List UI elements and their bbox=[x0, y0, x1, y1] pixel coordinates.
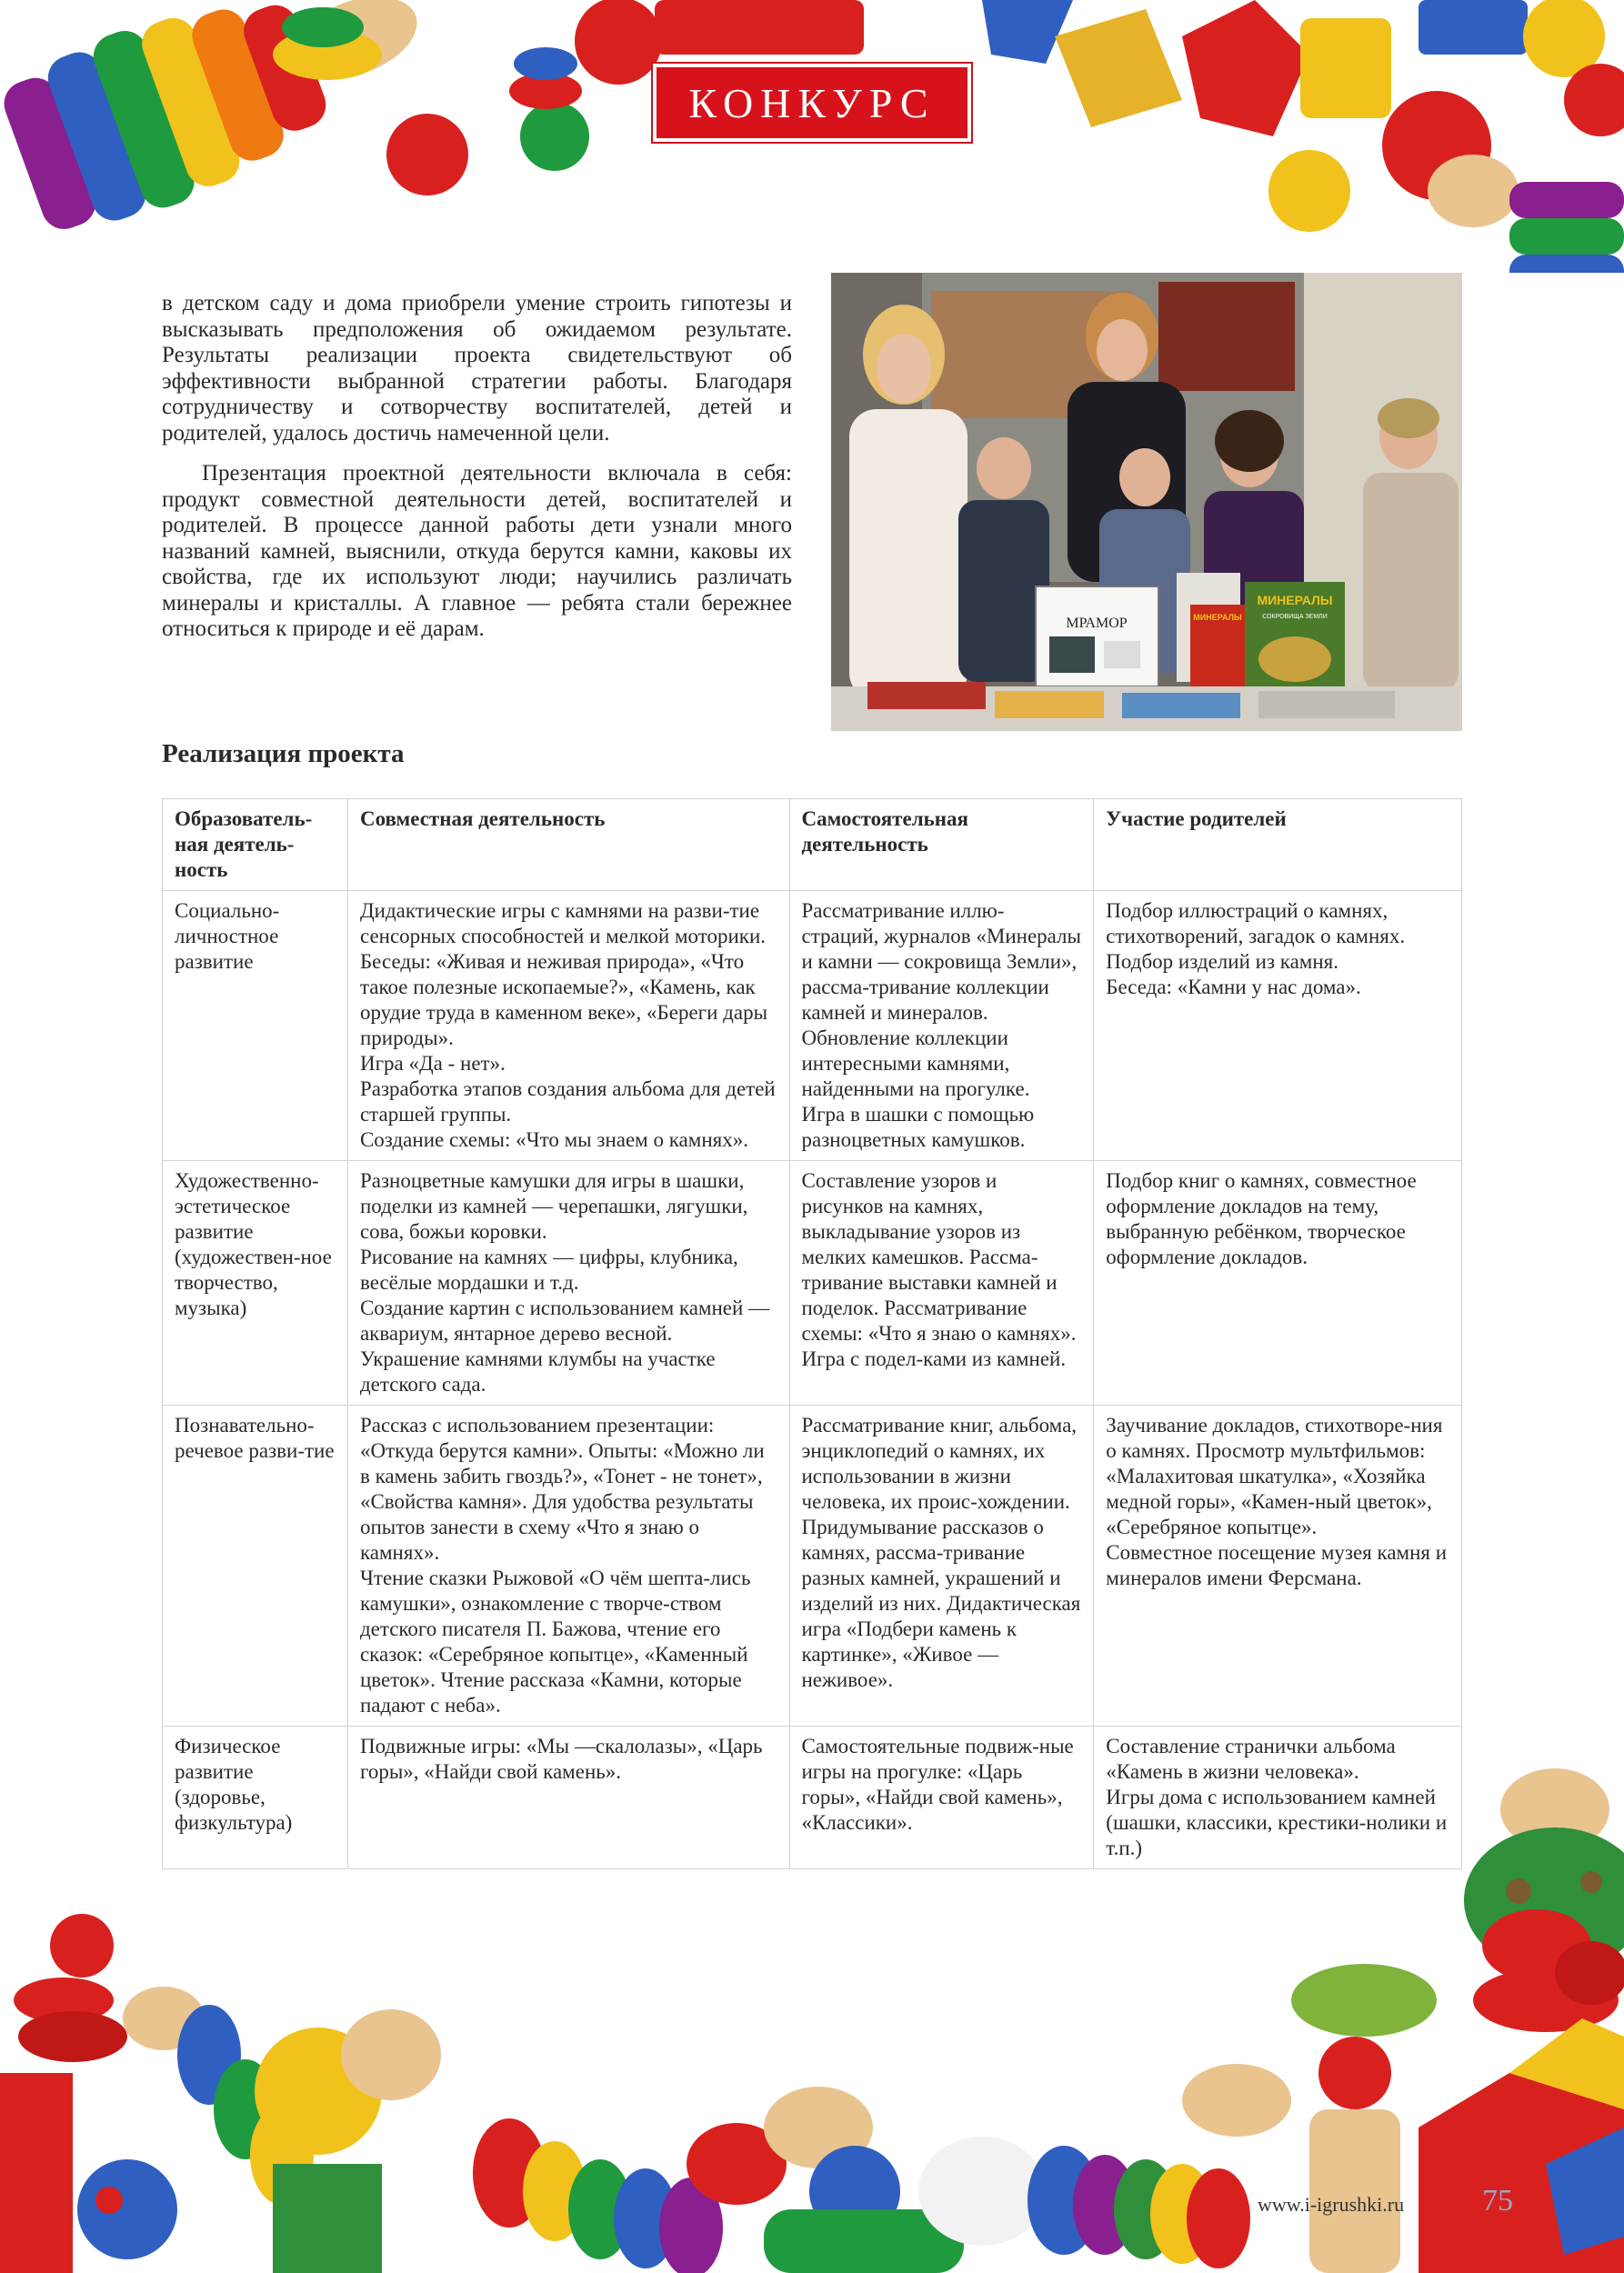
project-presentation-photo bbox=[831, 273, 1462, 731]
area-cell: Познавательно-речевое разви-тие bbox=[163, 1406, 348, 1727]
independent-activity-cell bbox=[789, 891, 1094, 1161]
independent-activity-cell bbox=[789, 1406, 1094, 1727]
section-label: КОНКУРС bbox=[657, 67, 967, 138]
book-title: МИНЕРАЛЫ bbox=[1193, 613, 1242, 622]
book-title: МИНЕРАЛЫ bbox=[1257, 593, 1333, 607]
intro-paragraph: Презентация проектной деятельности включала в себя: продукт совместной деятельности детей, воспитателей и родителей. В процессе данной работы дети узнали много названий камней, выяснили, откуда берутся камни, каковы их свойства, где их используют люди; научились различать минералы и кристаллы. А главное — ребята стали бережнее относиться к природе и её дарам. bbox=[162, 461, 792, 641]
table-row bbox=[163, 1727, 1462, 1869]
cell-text: Разработка этапов создания альбома для детей старшей группы. bbox=[359, 1077, 776, 1126]
table-row bbox=[163, 891, 1462, 1161]
parent-participation-cell bbox=[1094, 1161, 1462, 1406]
cell-text: Рассказ с использованием презентации: «Откуда берутся камни». Опыты: «Можно ли в камень забить гвоздь?», «Тонет - не тонет», «Свойства камня». Для удобства результаты опытов занести в схему «Что я знаю о камнях». bbox=[359, 1414, 765, 1564]
cell-text: Совместное посещение музея камня и минералов имени Ферсмана. bbox=[1106, 1541, 1448, 1589]
cell-text: Разноцветные камушки для игры в шашки, поделки из камней — черепашки, лягушки, сова, божьи коровки. bbox=[359, 1169, 748, 1243]
project-implementation-table bbox=[162, 798, 1462, 1869]
cell-text: Подбор иллюстраций о камнях, стихотворений, загадок о камнях. bbox=[1106, 899, 1406, 947]
parent-participation-cell bbox=[1094, 1406, 1462, 1727]
cell-text: Подбор изделий из камня. bbox=[1106, 950, 1339, 973]
book-subtitle: СОКРОВИЩА ЗЕМЛИ bbox=[1262, 614, 1328, 620]
cell-text: Создание картин с использованием камней — аквариум, янтарное дерево весной. Украшение камнями клумбы на участке детского сада. bbox=[359, 1297, 770, 1396]
independent-activity-cell bbox=[789, 1727, 1094, 1869]
cell-text: Создание схемы: «Что мы знаем о камнях». bbox=[359, 1128, 748, 1151]
header-cell-educational-area: Образователь-ная деятель-ность bbox=[163, 799, 348, 891]
table-header-row bbox=[163, 799, 1462, 891]
cell-text: Чтение сказки Рыжовой «О чём шепта-лись камушки», ознакомление с творче-ством детского писателя П. Бажова, чтение его сказок: «Серебряное копытце», «Каменный цветок». Чтение рассказа «Камни, которые падают с неба». bbox=[359, 1567, 751, 1717]
joint-activity-cell bbox=[347, 1727, 789, 1869]
section-title: Реализация проекта bbox=[162, 739, 405, 768]
cell-text: Игра «Да - нет». bbox=[359, 1052, 506, 1075]
section-label-badge bbox=[651, 62, 973, 144]
joint-activity-cell bbox=[347, 1406, 789, 1727]
independent-activity-cell bbox=[789, 1161, 1094, 1406]
page-number: 75 bbox=[1482, 2184, 1513, 2218]
cell-text: Заучивание докладов, стихотворе-ния о камнях. Просмотр мультфильмов: bbox=[1106, 1414, 1443, 1462]
joint-activity-cell bbox=[347, 1161, 789, 1406]
cell-text: Беседа: «Камни у нас дома». bbox=[1106, 976, 1361, 998]
table-row bbox=[163, 1161, 1462, 1406]
table-row bbox=[163, 1406, 1462, 1727]
header-cell-parent-participation: Участие родителей bbox=[1094, 799, 1462, 891]
parent-participation-cell bbox=[1094, 891, 1462, 1161]
area-cell: Физическое развитие (здоровье, физкультура) bbox=[163, 1727, 348, 1869]
cell-text: Подбор книг о камнях, совместное оформление докладов на тему, выбранную ребёнком, творческое оформление докладов. bbox=[1106, 1169, 1417, 1268]
header-cell-joint-activity: Совместная деятельность bbox=[347, 799, 789, 891]
joint-activity-cell bbox=[347, 891, 789, 1161]
cell-text: Рассматривание книг, альбома, энциклопедий о камнях, их использовании в жизни человека, их проис-хождении. Придумывание рассказов о камнях, рассма-тривание разных камней, украшений и изделий из них. Дидактическая игра «Подбери камень к картинке», «Живое — неживое». bbox=[801, 1414, 1081, 1691]
marble-sign-text: МРАМОР bbox=[1066, 616, 1128, 631]
cell-text: Составление странички альбома «Камень в жизни человека». bbox=[1106, 1735, 1396, 1783]
header-cell-independent-activity: Самостоятельная деятельность bbox=[789, 799, 1094, 891]
parent-participation-cell bbox=[1094, 1727, 1462, 1869]
cell-text: Рассматривание иллю-страций, журналов «Минералы и камни — сокровища Земли», рассма-тривание коллекции камней и минералов. Обновление коллекции интересными камнями, найденными на прогулке. bbox=[801, 899, 1081, 1100]
area-cell: Художественно-эстетическое развитие (художествен-ное творчество, музыка) bbox=[163, 1161, 348, 1406]
intro-paragraph: в детском саду и дома приобрели умение строить гипотезы и высказывать предположения об ожидаемом результате. Результаты реализации проекта свидетельствуют об эффективности выбранной стратегии работы. Благодаря сотрудничеству и сотворчеству воспитателей, детей и родителей, удалось достичь намеченной цели. bbox=[162, 291, 792, 446]
area-cell: Социально-личностное развитие bbox=[163, 891, 348, 1161]
cell-text: Подвижные игры: «Мы —скалолазы», «Царь горы», «Найди свой камень». bbox=[359, 1735, 763, 1783]
cell-text: «Малахитовая шкатулка», «Хозяйка медной горы», «Камен-ный цветок», «Серебряное копытце». bbox=[1106, 1465, 1432, 1538]
cell-text: Дидактические игры с камнями на разви-тие сенсорных способностей и мелкой моторики. bbox=[359, 899, 767, 947]
cell-text: Самостоятельные подвиж-ные игры на прогулке: «Царь горы», «Найди свой камень», «Классики». bbox=[801, 1735, 1074, 1834]
intro-text bbox=[162, 291, 792, 657]
cell-text: Беседы: «Живая и неживая природа», «Что такое полезные ископаемые?», «Камень, как орудие труда в каменном веке», «Береги дары природы». bbox=[359, 950, 768, 1049]
cell-text: Составление узоров и рисунков на камнях, выкладывание узоров из мелких камешков. Рассма-тривание выставки камней и поделок. Рассматривание схемы: «Что я знаю о камнях». Игра с подел-ками из камней. bbox=[801, 1169, 1077, 1370]
cell-text: Рисование на камнях — цифры, клубника, весёлые мордашки и т.д. bbox=[359, 1246, 738, 1294]
cell-text: Игры дома с использованием камней (шашки, классики, крестики-нолики и т.п.) bbox=[1106, 1786, 1448, 1859]
footer-website-url: www.i-igrushki.ru bbox=[1258, 2193, 1405, 2216]
cell-text: Игра в шашки с помощью разноцветных камушков. bbox=[801, 1103, 1035, 1151]
